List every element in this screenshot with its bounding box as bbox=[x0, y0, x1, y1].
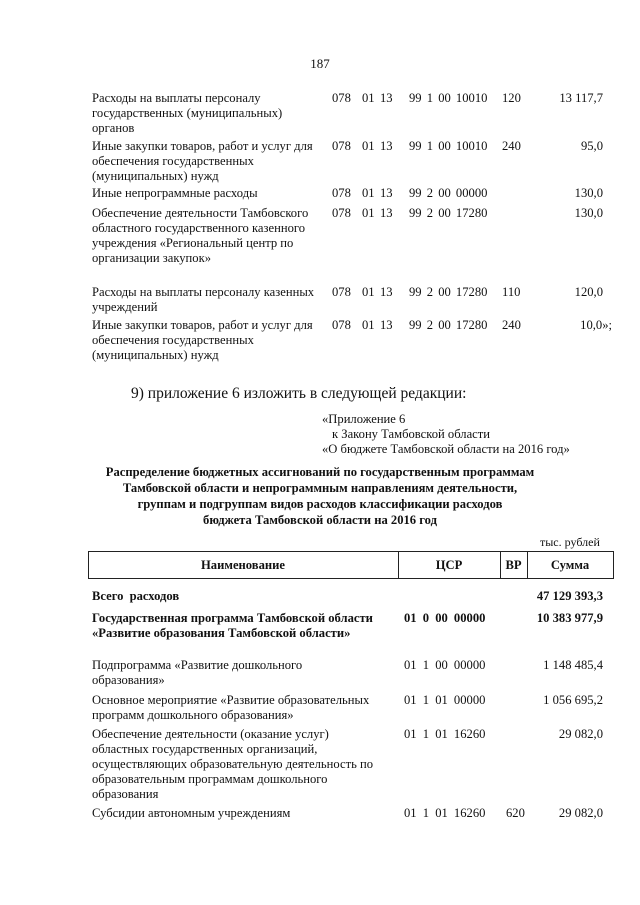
row-csr: 99 1 00 10010 bbox=[409, 91, 488, 105]
row-name: Иные непрограммные расходы bbox=[92, 186, 258, 200]
row-gr: 078 bbox=[332, 139, 351, 153]
row-gr: 078 bbox=[332, 285, 351, 299]
row-rz: 01 bbox=[362, 318, 375, 332]
row-pr: 13 bbox=[380, 186, 393, 200]
row-vr: 120 bbox=[502, 91, 521, 105]
row-sum: 29 082,0 bbox=[558, 727, 603, 741]
header-name: Наименование bbox=[201, 558, 285, 572]
row-gr: 078 bbox=[332, 206, 351, 220]
header-border-bottom bbox=[88, 578, 614, 579]
row-name: Основное мероприятие «Развитие образовательных программ дошкольного образования» bbox=[92, 693, 370, 722]
title-line: группам и подгруппам видов расходов классификации расходов bbox=[137, 497, 503, 511]
row-csr: 99 1 00 10010 bbox=[409, 139, 488, 153]
appendix-line: «Приложение 6 bbox=[322, 412, 406, 426]
row-sum: 130,0 bbox=[574, 186, 603, 200]
row-pr: 13 bbox=[380, 139, 393, 153]
row-vr: 620 bbox=[506, 806, 525, 820]
row-sum: 95,0 bbox=[580, 139, 603, 153]
row-csr: 01 1 01 16260 bbox=[404, 727, 486, 741]
row-name: Расходы на выплаты персоналу казенных учреждений bbox=[92, 285, 315, 314]
row-pr: 13 bbox=[380, 91, 393, 105]
row-csr: 99 2 00 17280 bbox=[409, 206, 488, 220]
header-border-top bbox=[88, 551, 614, 552]
total-label: Всего расходов bbox=[92, 589, 180, 603]
row-sum: 1 148 485,4 bbox=[543, 658, 603, 672]
row-csr: 99 2 00 00000 bbox=[409, 186, 488, 200]
units-label: тыс. рублей bbox=[540, 535, 600, 549]
row-rz: 01 bbox=[362, 91, 375, 105]
appendix-line: «О бюджете Тамбовской области на 2016 год» bbox=[322, 442, 570, 456]
row-name: Подпрограмма «Развитие дошкольного образования» bbox=[92, 658, 303, 687]
row-csr: 01 1 01 16260 bbox=[404, 806, 486, 820]
row-rz: 01 bbox=[362, 285, 375, 299]
title-line: бюджета Тамбовской области на 2016 год bbox=[203, 513, 437, 527]
row-sum: 10 383 977,9 bbox=[536, 611, 603, 625]
row-vr: 240 bbox=[502, 139, 521, 153]
row-csr: 99 2 00 17280 bbox=[409, 285, 488, 299]
row-sum: 130,0 bbox=[574, 206, 603, 220]
title-line: Распределение бюджетных ассигнований по государственным программам bbox=[105, 465, 535, 479]
row-gr: 078 bbox=[332, 186, 351, 200]
row-gr: 078 bbox=[332, 318, 351, 332]
row-vr: 110 bbox=[502, 285, 521, 299]
row-sum: 29 082,0 bbox=[558, 806, 603, 820]
row-rz: 01 bbox=[362, 139, 375, 153]
row-name: Иные закупки товаров, работ и услуг для обеспечения государственных (муниципальных) нужд bbox=[92, 139, 313, 183]
row-csr: 01 1 01 00000 bbox=[404, 693, 486, 707]
row-sum: 10,0»; bbox=[580, 318, 612, 332]
row-pr: 13 bbox=[380, 285, 393, 299]
row-gr: 078 bbox=[332, 91, 351, 105]
row-csr: 01 0 00 00000 bbox=[404, 611, 486, 625]
header-csr: ЦСР bbox=[435, 558, 463, 572]
row-sum: 13 117,7 bbox=[559, 91, 603, 105]
row-rz: 01 bbox=[362, 206, 375, 220]
appendix-line: к Закону Тамбовской области bbox=[332, 427, 490, 441]
amendment-text: 9) приложение 6 изложить в следующей редакции: bbox=[131, 385, 467, 402]
title-line: Тамбовской области и непрограммным направлениям деятельности, bbox=[122, 481, 518, 495]
header-vr: ВР bbox=[505, 558, 522, 572]
row-sum: 120,0 bbox=[574, 285, 603, 299]
header-sum: Сумма bbox=[550, 558, 590, 572]
row-pr: 13 bbox=[380, 318, 393, 332]
row-pr: 13 bbox=[380, 206, 393, 220]
row-sum: 1 056 695,2 bbox=[543, 693, 603, 707]
row-csr: 99 2 00 17280 bbox=[409, 318, 488, 332]
page-number: 187 bbox=[310, 56, 330, 71]
row-name: Государственная программа Тамбовской области «Развитие образования Тамбовской области» bbox=[92, 611, 373, 640]
row-name: Субсидии автономным учреждениям bbox=[92, 806, 291, 820]
row-name: Расходы на выплаты персоналу государственных (муниципальных) органов bbox=[92, 91, 283, 135]
row-name: Обеспечение деятельности Тамбовского областного государственного казенного учреждения «Региональный центр по организации закупок» bbox=[92, 206, 309, 265]
total-sum: 47 129 393,3 bbox=[536, 589, 603, 603]
row-vr: 240 bbox=[502, 318, 521, 332]
row-rz: 01 bbox=[362, 186, 375, 200]
row-name: Иные закупки товаров, работ и услуг для обеспечения государственных (муниципальных) нужд bbox=[92, 318, 313, 362]
row-csr: 01 1 00 00000 bbox=[404, 658, 486, 672]
row-name: Обеспечение деятельности (оказание услуг) областных государственных организаций, осуществляющих образовательную деятельность по образовательным программам дошкольного образования bbox=[92, 727, 374, 801]
header-border-right bbox=[613, 551, 614, 579]
